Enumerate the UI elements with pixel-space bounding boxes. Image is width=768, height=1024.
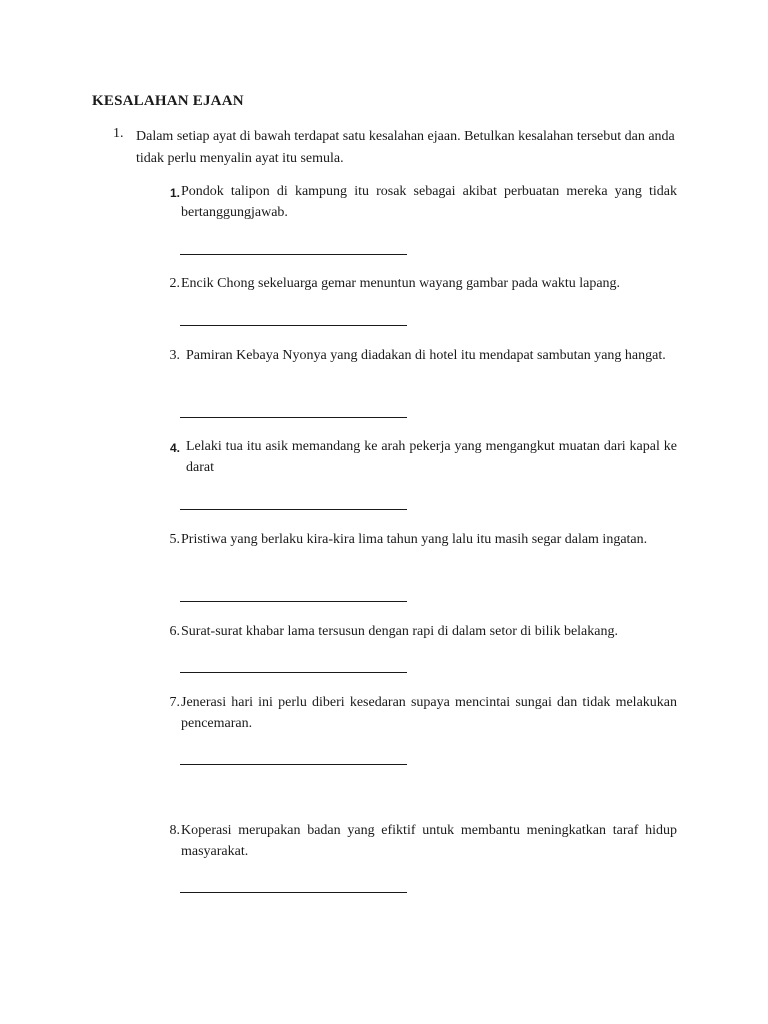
question-number: 3.	[169, 348, 180, 363]
question-number: 4.	[169, 441, 180, 455]
question-number: 8.	[169, 823, 180, 838]
instruction-number: 1.	[113, 126, 124, 141]
question-text: Lelaki tua itu asik memandang ke arah pekerja yang mengangkut muatan dari kapal ke darat	[186, 439, 677, 475]
question-number: 1.	[169, 186, 180, 200]
question-item-6	[158, 621, 678, 642]
question-text: Jenerasi hari ini perlu diberi kesedaran supaya mencintai sungai dan tidak melakukan pencemaran.	[181, 695, 677, 731]
question-text: Koperasi merupakan badan yang efiktif untuk membantu meningkatkan taraf hidup masyarakat.	[181, 823, 677, 859]
question-text: Pamiran Kebaya Nyonya yang diadakan di hotel itu mendapat sambutan yang hangat.	[186, 348, 666, 363]
answer-line-2[interactable]	[180, 325, 407, 326]
question-text: Pristiwa yang berlaku kira-kira lima tahun yang lalu itu masih segar dalam ingatan.	[181, 532, 648, 547]
answer-line-5[interactable]	[180, 601, 407, 602]
question-item-7	[158, 692, 678, 734]
answer-line-6[interactable]	[180, 672, 407, 673]
question-item-1	[158, 181, 678, 223]
question-item-4	[158, 436, 678, 478]
question-number: 7.	[169, 695, 180, 710]
question-item-3	[158, 345, 678, 366]
answer-line-8[interactable]	[180, 892, 407, 893]
page-title: KESALAHAN EJAAN	[92, 93, 244, 109]
question-text: Surat-surat khabar lama tersusun dengan rapi di dalam setor di bilik belakang.	[181, 624, 618, 639]
instruction-text: Dalam setiap ayat di bawah terdapat satu kesalahan ejaan. Betulkan kesalahan tersebut dan anda tidak perlu menyalin ayat itu semula.	[136, 129, 675, 166]
question-text: Pondok talipon di kampung itu rosak sebagai akibat perbuatan mereka yang tidak bertanggungjawab.	[181, 184, 677, 220]
question-number: 2.	[169, 276, 180, 291]
question-item-2	[158, 273, 678, 294]
question-item-8	[158, 820, 678, 862]
answer-line-1[interactable]	[180, 254, 407, 255]
question-text: Encik Chong sekeluarga gemar menuntun wayang gambar pada waktu lapang.	[181, 276, 621, 291]
question-number: 5.	[169, 532, 180, 547]
answer-line-7[interactable]	[180, 764, 407, 765]
question-number: 6.	[169, 624, 180, 639]
answer-line-3[interactable]	[180, 417, 407, 418]
question-item-5	[158, 529, 678, 550]
answer-line-4[interactable]	[180, 509, 407, 510]
